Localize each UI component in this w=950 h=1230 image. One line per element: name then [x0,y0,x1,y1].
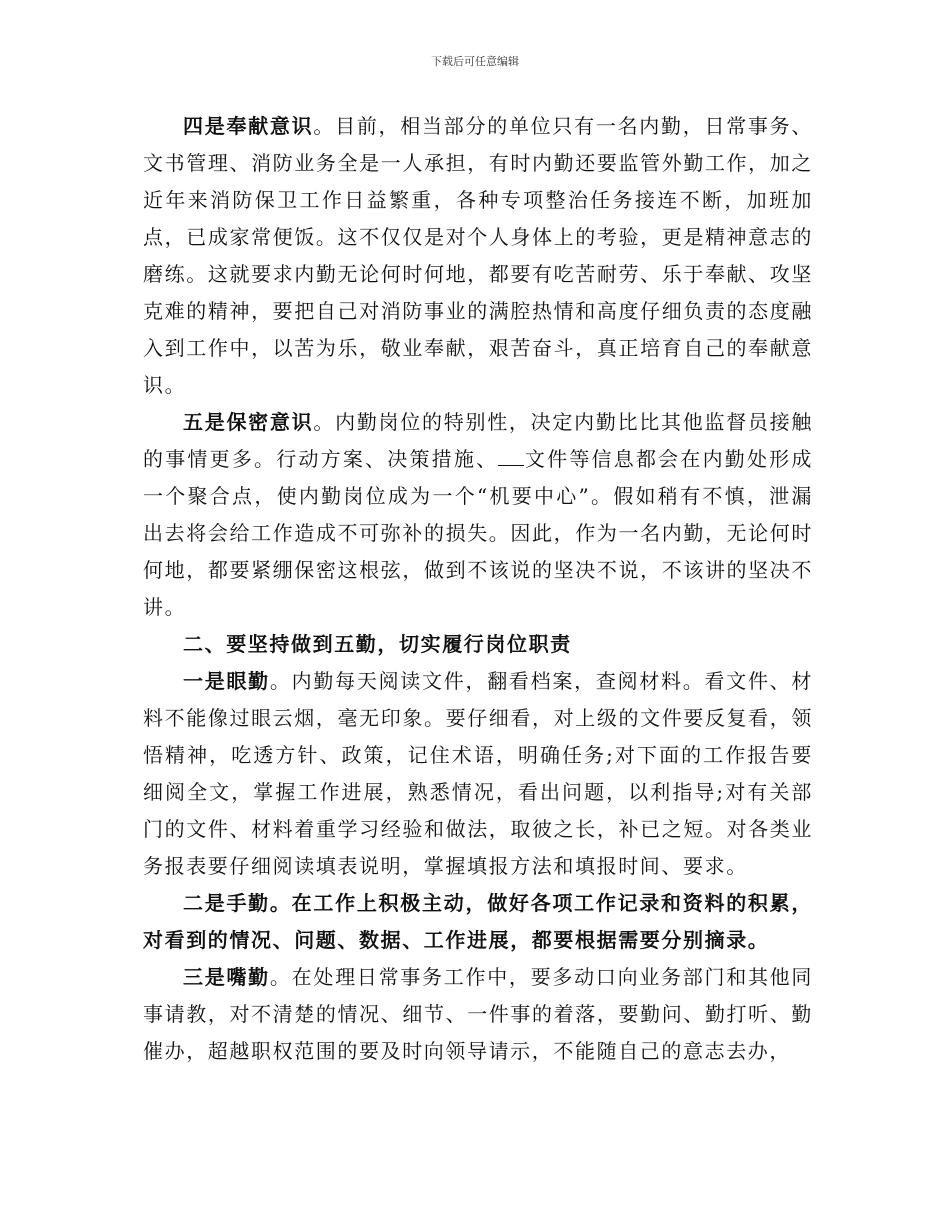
paragraph-lead: 五是保密意识 [183,410,314,434]
paragraph-text: 。在处理日常事务工作中，要多动口向业务部门和其他同事请教，对不清楚的情况、细节、一件事的着落，要勤问、勤打听、勤催办，超越职权范围的要及时向领导请示，不能随自己的意志去办， [143,965,814,1063]
paragraph-lead: 三是嘴勤 [183,965,270,989]
section-heading: 二、要坚持做到五勤，切实履行岗位职责 [183,632,572,656]
document-body [143,108,813,1070]
paragraph-text: 文件等信息都会在内勤处形成一个聚合点，使内勤岗位成为一个“机要中心”。假如稍有不慎，泄漏出去将会给工作造成不可弥补的损失。因此，作为一名内勤，无论何时何地，都要紧绷保密这根弦，做到不该说的坚决不说，不该讲的坚决不讲。 [143,447,813,619]
page-header: 下载后可任意编辑 [431,55,519,68]
paragraph-text: 。内勤岗位的特别性，决定内勤比比其他监督员接触的事情更多。行动方案、决策措施、 [143,410,813,471]
paragraph-lead: 一是眼勤 [183,669,270,693]
paragraph-eye-diligence [143,663,813,885]
paragraph-hand-diligence: 二是手勤。在工作上积极主动，做好各项工作记录和资料的积累，对看到的情况、问题、数据、工作进展，都要根据需要分别摘录。 [143,891,813,952]
paragraph-text: 。目前，相当部分的单位只有一名内勤，日常事务、文书管理、消防业务全是一人承担，有时内勤还要监管外勤工作，加之近年来消防保卫工作日益繁重，各种专项整治任务接连不断，加班加点，已成家常便饭。这不仅仅是对个人身体上的考验，更是精神意志的磨练。这就要求内勤无论何时何地，都要有吃苦耐劳、乐于奉献、攻坚克难的精神，要把自己对消防事业的满腔热情和高度仔细负责的态度融入到工作中，以苦为乐，敬业奉献，艰苦奋斗，真正培育自己的奉献意识。 [143,114,813,397]
paragraph-dedication [143,108,813,404]
paragraph-mouth-diligence [143,959,813,1070]
paragraph-text: 。内勤每天阅读文件，翻看档案，查阅材料。看文件、材料不能像过眼云烟，毫无印象。要仔细看，对上级的文件要反复看，领悟精神，吃透方针、政策，记住术语，明确任务;对下面的工作报告要细阅全文，掌握工作进展，熟悉情况，看出问题，以利指导;对有关部门的文件、材料着重学习经验和做法，取彼之长，补已之短。对各类业务报表要仔细阅读填表说明，掌握填报方法和填报时间、要求。 [143,669,814,878]
blank-underline [498,447,524,466]
paragraph-lead: 四是奉献意识 [183,114,314,138]
paragraph-confidentiality [143,404,813,626]
